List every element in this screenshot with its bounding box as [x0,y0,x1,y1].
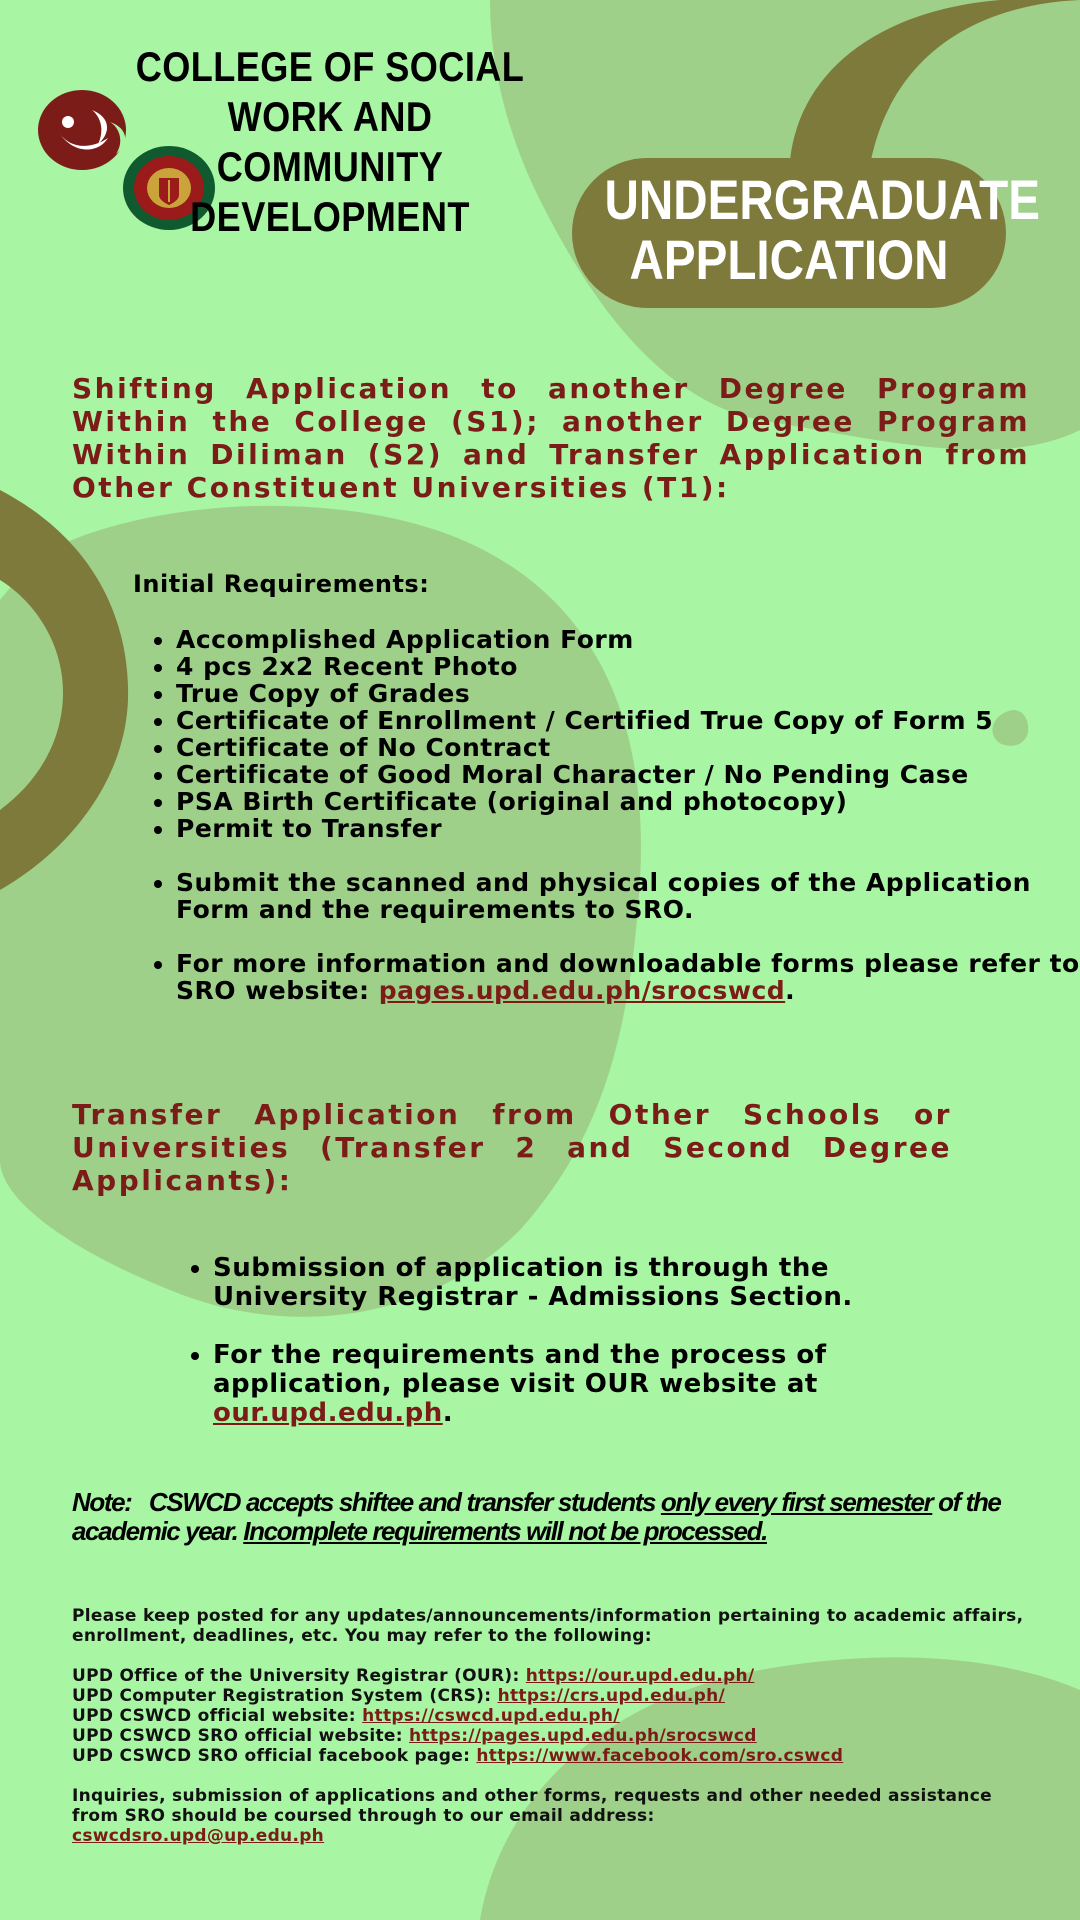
note-underlined-2: Incomplete requirements will not be processed. [243,1516,767,1546]
list-item: • Certificate of Good Moral Character / No Pending Case [176,761,1080,788]
footer-link-label: UPD CSWCD SRO official facebook page: [72,1746,477,1766]
more-info-item [176,950,1080,1004]
footer-link-row [72,1726,1032,1746]
footer-link-label: UPD Computer Registration System (CRS): [72,1686,498,1706]
sro-website-link[interactable]: pages.upd.edu.ph/srocswcd [378,976,786,1005]
more-info-suffix: . [785,976,796,1005]
badge-line-1: UNDERGRADUATE [604,168,1041,231]
our-url-link[interactable]: https://our.upd.edu.ph/ [525,1666,755,1686]
footer-links [72,1666,1032,1766]
email-link[interactable]: cswcdsro.upd@up.edu.ph [72,1826,325,1846]
initial-requirements-label: Initial Requirements: [133,570,430,598]
our-website-text: For the requirements and the process of application, please visit OUR website at [213,1340,827,1399]
footer-link-row [72,1706,1032,1726]
transfer-list [185,1254,913,1428]
requirements-list [150,626,1080,1004]
footer [72,1606,1032,1846]
list-item: • 4 pcs 2x2 Recent Photo [176,653,1080,680]
inquiries-text: Inquiries, submission of applications and other forms, requests and other needed assistance from SRO should be coursed through to our email address: [72,1786,992,1826]
college-name: COLLEGE OF SOCIAL WORK AND COMMUNITY DEVELOPMENT [135,43,525,240]
list-item: • PSA Birth Certificate (original and photocopy) [176,788,1080,815]
list-item: • Certificate of Enrollment / Certified True Copy of Form 5 [176,707,1080,734]
note [72,1488,1012,1546]
crs-url-link[interactable]: https://crs.upd.edu.ph/ [497,1686,725,1706]
more-info-text: For more information and downloadable forms please refer to SRO website: [176,949,1080,1005]
note-text-1: CSWCD accepts shiftee and transfer students [148,1487,661,1517]
footer-inquiries [72,1786,1032,1846]
list-item: • True Copy of Grades [176,680,1080,707]
section1-heading: Shifting Application to another Degree Program Within the College (S1); another Degree Program Within Diliman (S2) and Transfer Application from Other Constituent Universities (T1): [72,372,1030,504]
footer-link-label: UPD CSWCD SRO official website: [72,1726,410,1746]
footer-link-label: UPD CSWCD official website: [72,1706,363,1726]
note-text-2: of the academic year. [72,1487,1001,1546]
badge-line-2: APPLICATION [629,228,949,291]
footer-link-label: UPD Office of the University Registrar (OUR): [72,1666,526,1686]
note-underlined-1: only every first semester [660,1487,933,1517]
section2-heading: Transfer Application from Other Schools or Universities (Transfer 2 and Second Degree Applicants): [72,1098,952,1197]
footer-link-row [72,1686,1032,1706]
facebook-url-link[interactable]: https://www.facebook.com/sro.cswcd [476,1746,844,1766]
list-item: • Submission of application is through the University Registrar - Admissions Section. [213,1254,913,1312]
list-item: • Permit to Transfer [176,815,1080,842]
badge-title [604,168,1041,291]
our-website-link[interactable]: our.upd.edu.ph [213,1398,443,1428]
cswcd-url-link[interactable]: https://cswcd.upd.edu.ph/ [362,1706,620,1726]
footer-link-row [72,1666,1032,1686]
footer-intro: Please keep posted for any updates/announcements/information pertaining to academic affairs, enrollment, deadlines, etc. You may refer to the following: [72,1606,1024,1646]
submit-note: • Submit the scanned and physical copies of the Application Form and the requirements to SRO. [176,869,1080,923]
list-item: • Certificate of No Contract [176,734,1080,761]
footer-link-row [72,1746,1032,1766]
our-website-suffix: . [442,1398,454,1428]
note-label: Note: [72,1487,132,1517]
list-item [213,1341,913,1428]
sro-url-link[interactable]: https://pages.upd.edu.ph/srocswcd [409,1726,757,1746]
list-item: • Accomplished Application Form [176,626,1080,653]
